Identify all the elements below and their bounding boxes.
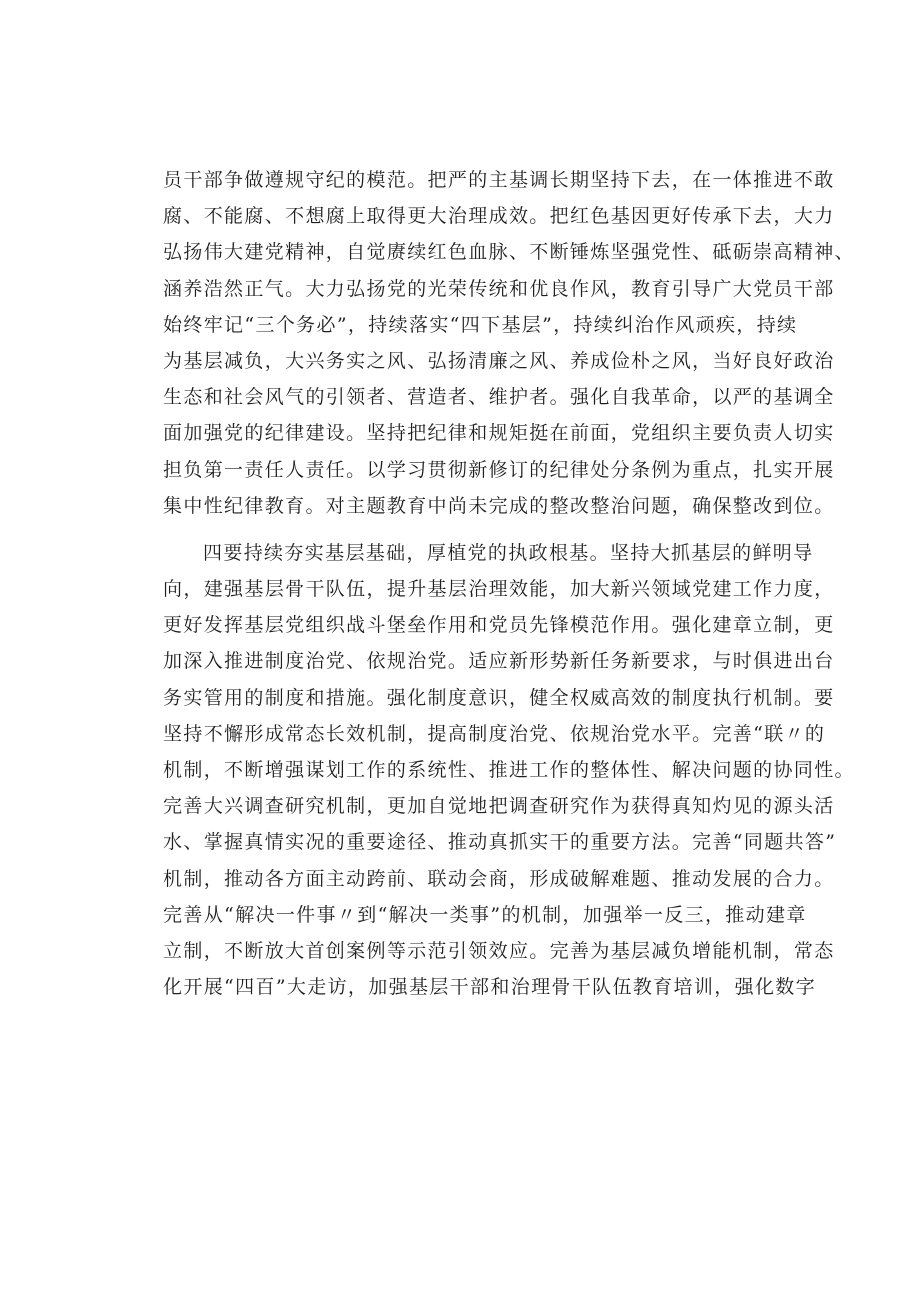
text-line: 机制，推动各方面主动跨前、联动会商，形成破解难题、推动发展的合力。	[163, 867, 835, 890]
text-line: 员干部争做遵规守纪的模范。把严的主基调长期坚持下去，在一体推进不敢	[163, 169, 835, 191]
document-body	[163, 162, 855, 1005]
text-line: 腐、不能腐、不想腐上取得更大治理成效。把红色基因更好传承下去，大力	[163, 205, 835, 228]
text-line: 更好发挥基层党组织战斗堡垒作用和党员先锋模范作用。强化建章立制，更	[163, 614, 835, 637]
text-line: 生态和社会风气的引领者、营造者、维护者。强化自我革命，以严的基调全	[163, 386, 835, 409]
text-line: 为基层减负，大兴务实之风、弘扬清廉之风、养成俭朴之风，当好良好政治	[163, 349, 835, 372]
text-line: 始终牢记“三个务必”，持续落实“四下基层”，持续纠治作风顽疾，持续	[163, 313, 798, 336]
text-line: 化开展“四百”大走访，加强基层干部和治理骨干队伍教育培训，强化数字	[163, 976, 816, 999]
text-line: 水、掌握真情实况的重要途径、推动真抓实干的重要方法。完善“同题共答”	[163, 831, 837, 854]
text-line: 集中性纪律教育。对主题教育中尚未完成的整改整治问题，确保整改到位。	[163, 494, 835, 517]
text-line: 机制，不断增强谋划工作的系统性、推进工作的整体性、解决问题的协同性。	[163, 759, 855, 781]
text-line: 完善大兴调查研究机制，更加自觉地把调查研究作为获得真知灼见的源头活	[163, 795, 835, 818]
text-line-indented: 四要持续夯实基层基础，厚植党的执政根基。坚持大抓基层的鲜明导	[203, 541, 814, 564]
text-line: 担负第一责任人责任。以学习贯彻新修订的纪律处分条例为重点，扎实开展	[163, 458, 835, 481]
paragraph-1	[163, 162, 855, 524]
text-line: 弘扬伟大建党精神，自觉赓续红色血脉、不断锤炼坚强党性、砥砺崇高精神、	[163, 241, 855, 264]
paragraph-spacer	[163, 524, 803, 535]
text-line: 加深入推进制度治党、依规治党。适应新形势新任务新要求，与时俱进出台	[163, 650, 835, 673]
text-line: 务实管用的制度和措施。强化制度意识，健全权威高效的制度执行机制。要	[163, 686, 835, 709]
text-line: 立制，不断放大首创案例等示范引领效应。完善为基层减负增能机制，常态	[163, 939, 835, 962]
text-line: 涵养浩然正气。大力弘扬党的光荣传统和优良作风，教育引导广大党员干部	[163, 277, 835, 300]
text-line: 坚持不懈形成常态长效机制，提高制度治党、依规治党水平。完善“联〃的	[163, 722, 826, 745]
text-line: 完善从“解决一件事〃到“解决一类事”的机制，加强举一反三，推动建章	[163, 903, 807, 926]
text-line: 面加强党的纪律建设。坚持把纪律和规矩挺在前面，党组织主要负责人切实	[163, 422, 835, 445]
text-line: 向，建强基层骨干队伍，提升基层治理效能，加大新兴领域党建工作力度，	[163, 578, 835, 601]
paragraph-2	[163, 535, 855, 1005]
